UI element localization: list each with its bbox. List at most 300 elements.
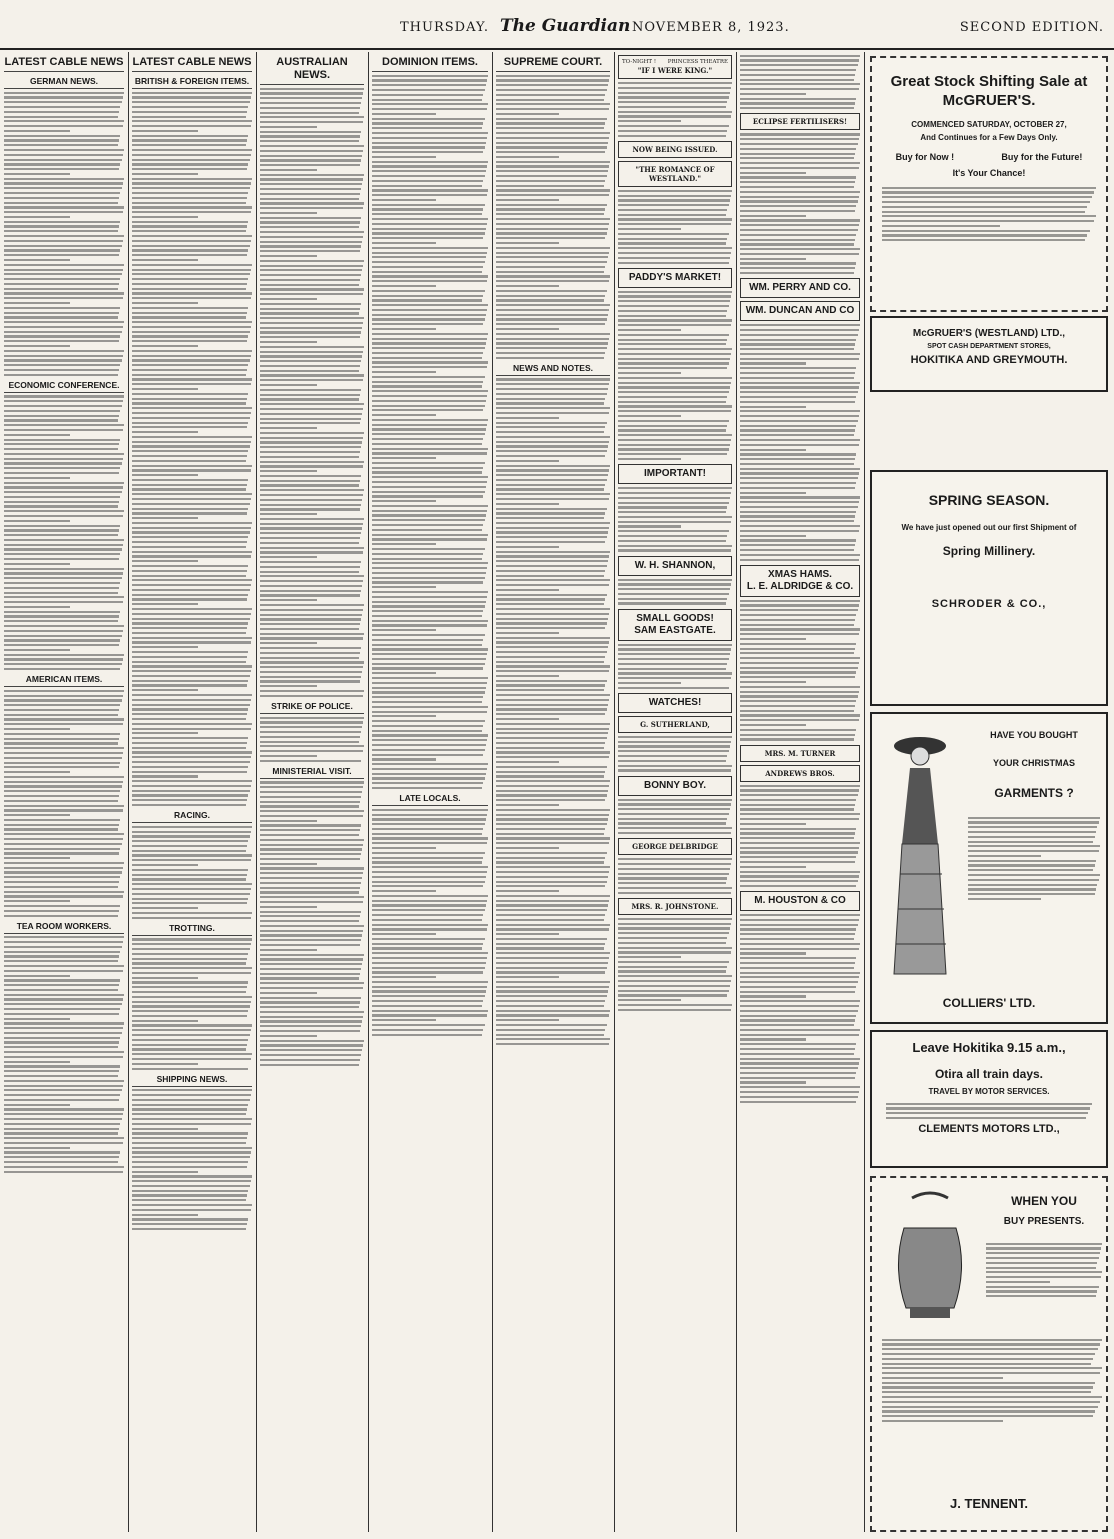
text-line	[372, 156, 436, 158]
text-line	[740, 710, 854, 712]
ad-heading: PADDY'S MARKET!	[628, 271, 722, 283]
column-1	[4, 52, 124, 1532]
text-line	[496, 1038, 610, 1040]
text-line	[260, 1001, 360, 1003]
text-line	[4, 881, 119, 883]
text-line	[740, 638, 806, 640]
text-line	[132, 981, 248, 983]
text-line	[260, 949, 317, 951]
text-line	[740, 808, 854, 810]
text-line	[372, 304, 488, 306]
text-line	[4, 900, 70, 902]
text-line	[968, 879, 1099, 881]
text-line	[132, 522, 252, 524]
text-line	[740, 520, 854, 522]
text-line	[740, 648, 855, 650]
text-line	[882, 206, 1087, 208]
text-line	[618, 765, 732, 767]
text-line	[260, 159, 361, 161]
text-line	[740, 804, 855, 806]
text-line	[132, 531, 250, 533]
text-line	[496, 232, 607, 234]
text-line	[740, 794, 858, 796]
text-line	[882, 230, 1090, 232]
ad-heading: ECLIPSE FERTILISERS!	[752, 117, 848, 127]
text-line	[618, 415, 681, 417]
ad-heading: W. H. SHANNON,	[634, 559, 716, 571]
text-line	[740, 1096, 858, 1098]
text-line	[740, 914, 860, 916]
text-line	[260, 652, 360, 654]
text-line	[4, 96, 123, 98]
text-line	[618, 425, 727, 427]
text-line	[260, 944, 360, 946]
classified-ad	[618, 141, 732, 158]
text-line	[4, 154, 123, 156]
text-line	[740, 324, 860, 326]
ad-line: We have just opened out our first Shipment of	[901, 523, 1077, 532]
text-line	[372, 725, 483, 727]
text-line	[4, 496, 120, 498]
text-line	[260, 637, 363, 639]
text-line	[372, 734, 488, 736]
text-line	[132, 163, 248, 165]
text-line	[496, 651, 607, 653]
text-line	[372, 342, 486, 344]
text-line	[740, 93, 806, 95]
text-line	[132, 883, 252, 885]
text-line	[372, 620, 488, 622]
text-line	[4, 491, 122, 493]
text-line	[882, 1410, 1095, 1412]
text-line	[4, 975, 70, 977]
text-line	[372, 237, 483, 239]
text-line	[618, 1009, 731, 1011]
text-line	[260, 140, 359, 142]
text-line	[618, 741, 731, 743]
section-heading: TEA ROOM WORKERS.	[4, 921, 124, 934]
text-line	[132, 493, 252, 495]
classified-ad	[618, 556, 732, 576]
ad-body-lines	[986, 1243, 1102, 1298]
text-line	[132, 794, 248, 796]
text-line	[740, 995, 806, 997]
text-line	[132, 292, 252, 294]
text-line	[740, 624, 854, 626]
text-line	[496, 565, 607, 567]
text-line	[740, 172, 806, 174]
text-line	[4, 149, 124, 151]
text-line	[260, 901, 363, 903]
text-line	[372, 857, 483, 859]
text-line	[132, 967, 252, 969]
text-line	[260, 801, 360, 803]
text-line	[968, 826, 1097, 828]
text-line	[882, 1396, 1102, 1398]
text-line	[4, 510, 124, 512]
text-line	[968, 860, 1096, 862]
text-line	[4, 1089, 122, 1091]
text-line	[496, 546, 559, 548]
ad-line: Buy for the Future!	[1001, 152, 1083, 162]
text-line	[372, 261, 485, 263]
text-line	[132, 498, 251, 500]
ad-heading: IMPORTANT!	[643, 468, 707, 480]
text-line	[372, 519, 485, 521]
text-line	[740, 362, 806, 364]
text-line	[496, 594, 607, 596]
text-line	[496, 833, 604, 835]
ad-heading: WM. DUNCAN AND CO	[745, 305, 855, 317]
text-line	[496, 804, 559, 806]
text-line	[132, 479, 248, 481]
text-line	[618, 420, 729, 422]
text-line	[618, 310, 727, 312]
text-line	[496, 909, 607, 911]
text-line	[4, 364, 120, 366]
text-line	[740, 943, 860, 945]
text-line	[740, 619, 855, 621]
text-line	[4, 941, 123, 943]
text-line	[618, 233, 729, 235]
text-line	[740, 205, 856, 207]
text-line	[4, 405, 122, 407]
text-line	[132, 1204, 252, 1206]
text-line	[260, 508, 360, 510]
text-line	[4, 998, 123, 1000]
text-line	[260, 877, 362, 879]
text-line	[496, 318, 607, 320]
text-line	[618, 750, 729, 752]
text-line	[496, 170, 608, 172]
text-line	[372, 558, 482, 560]
text-line	[740, 1019, 855, 1021]
text-line	[496, 1014, 609, 1016]
text-line	[740, 219, 860, 221]
text-line	[372, 357, 482, 359]
text-line	[740, 482, 856, 484]
text-line	[372, 938, 485, 940]
text-line	[260, 341, 317, 343]
ad-body	[986, 1240, 1102, 1301]
text-line	[372, 1024, 485, 1026]
text-line	[260, 355, 362, 357]
text-line	[496, 146, 607, 148]
text-line	[260, 745, 364, 747]
text-line	[372, 777, 485, 779]
text-line	[260, 896, 364, 898]
text-line	[618, 295, 731, 297]
text-line	[372, 749, 485, 751]
text-line	[496, 127, 604, 129]
text-line	[372, 900, 487, 902]
text-line	[740, 1077, 855, 1079]
text-line	[496, 333, 610, 335]
text-line	[740, 700, 856, 702]
text-line	[882, 1415, 1093, 1417]
text-line	[740, 799, 856, 801]
text-line	[4, 544, 123, 546]
text-line	[4, 202, 118, 204]
text-line	[496, 357, 604, 359]
text-line	[132, 618, 250, 620]
text-line	[372, 79, 487, 81]
text-line	[132, 331, 250, 333]
text-line	[740, 861, 855, 863]
text-line	[4, 1046, 118, 1048]
text-line	[372, 538, 487, 540]
text-line	[618, 96, 729, 98]
text-line	[372, 957, 487, 959]
text-line	[132, 206, 252, 208]
text-line	[882, 234, 1087, 236]
text-line	[132, 259, 198, 261]
text-line	[4, 182, 123, 184]
text-line	[132, 766, 248, 768]
text-line	[4, 596, 124, 598]
text-line	[132, 273, 250, 275]
text-line	[496, 661, 604, 663]
text-line	[882, 1386, 1093, 1388]
text-line	[372, 601, 486, 603]
text-line	[618, 827, 732, 829]
text-line	[132, 775, 198, 777]
text-line	[618, 818, 727, 820]
text-line	[372, 924, 488, 926]
text-line	[260, 680, 360, 682]
text-line	[372, 424, 487, 426]
text-line	[4, 458, 123, 460]
text-line	[132, 436, 252, 438]
text-line	[740, 1000, 860, 1002]
text-line	[372, 232, 485, 234]
text-line	[496, 108, 609, 110]
text-line	[618, 209, 727, 211]
text-line	[4, 302, 70, 304]
text-line	[260, 308, 360, 310]
text-line	[260, 920, 359, 922]
text-line	[496, 531, 608, 533]
text-line	[132, 92, 252, 94]
ad-body	[618, 918, 732, 1011]
text-line	[740, 549, 854, 551]
text-line	[740, 107, 854, 109]
text-line	[260, 370, 359, 372]
text-line	[372, 414, 436, 416]
text-line	[4, 520, 70, 522]
text-line	[4, 1171, 123, 1173]
text-line	[740, 148, 856, 150]
text-line	[132, 869, 248, 871]
ad-body	[872, 178, 1106, 241]
text-line	[4, 979, 120, 981]
section-heading: NEWS AND NOTES.	[496, 363, 610, 376]
text-line	[4, 1041, 119, 1043]
text-line	[740, 1101, 856, 1103]
text-line	[260, 741, 359, 743]
text-line	[372, 904, 486, 906]
text-line	[372, 847, 436, 849]
text-line	[4, 790, 120, 792]
text-line	[740, 614, 856, 616]
text-line	[4, 910, 119, 912]
text-line	[618, 214, 726, 216]
text-line	[740, 69, 856, 71]
text-line	[372, 103, 488, 105]
text-line	[4, 984, 119, 986]
text-line	[4, 1008, 120, 1010]
text-line	[4, 192, 120, 194]
text-line	[4, 326, 123, 328]
ad-body	[618, 190, 732, 264]
text-line	[4, 704, 120, 706]
text-line	[740, 406, 806, 408]
text-line	[372, 390, 488, 392]
text-line	[260, 633, 364, 635]
text-line	[618, 252, 731, 254]
text-line	[4, 462, 122, 464]
text-line	[132, 269, 251, 271]
text-line	[618, 663, 727, 665]
text-line	[740, 98, 856, 100]
section-heading: SHIPPING NEWS.	[132, 1074, 252, 1087]
text-line	[496, 890, 559, 892]
text-line	[882, 1391, 1091, 1393]
text-line	[372, 634, 485, 636]
text-line	[496, 990, 608, 992]
text-line	[496, 436, 610, 438]
text-line	[618, 228, 681, 230]
text-line	[740, 539, 856, 541]
schroder-ad	[870, 470, 1108, 706]
text-line	[132, 917, 251, 919]
text-line	[132, 254, 247, 256]
text-line	[132, 512, 247, 514]
text-line	[372, 132, 488, 134]
text-line	[132, 378, 252, 380]
column-title: LATEST CABLE NEWS	[4, 56, 124, 72]
text-line	[496, 122, 605, 124]
text-line	[496, 1019, 559, 1021]
text-line	[4, 288, 118, 290]
text-line	[260, 810, 364, 812]
text-line	[4, 439, 120, 441]
text-line	[132, 321, 252, 323]
text-line	[260, 791, 362, 793]
woman-figure-illustration	[880, 724, 960, 994]
text-line	[496, 165, 609, 167]
text-line	[618, 999, 681, 1001]
text-line	[496, 266, 605, 268]
text-line	[132, 1142, 246, 1144]
text-line	[618, 257, 730, 259]
text-line	[496, 947, 604, 949]
text-line	[132, 579, 252, 581]
text-line	[496, 751, 610, 753]
text-line	[132, 728, 251, 730]
text-line	[372, 194, 487, 196]
text-line	[740, 262, 856, 264]
text-line	[4, 876, 120, 878]
text-line	[496, 493, 610, 495]
text-line	[496, 431, 604, 433]
text-line	[740, 871, 860, 873]
text-line	[4, 848, 120, 850]
text-line	[496, 876, 608, 878]
ad-body	[740, 133, 860, 274]
text-line	[372, 981, 488, 983]
ad-line: GARMENTS ?	[994, 786, 1074, 800]
text-line	[740, 847, 859, 849]
text-line	[618, 458, 681, 460]
text-line	[618, 956, 681, 958]
text-line	[618, 429, 726, 431]
text-line	[260, 571, 359, 573]
text-line	[618, 410, 731, 412]
text-line	[4, 723, 123, 725]
text-line	[618, 937, 727, 939]
text-line	[4, 529, 119, 531]
text-line	[260, 882, 361, 884]
text-line	[496, 799, 605, 801]
text-line	[882, 220, 1094, 222]
text-line	[496, 637, 610, 639]
text-line	[496, 986, 609, 988]
text-line	[132, 1044, 247, 1046]
text-line	[496, 761, 559, 763]
ad-heading: ANDREWS BROS.	[765, 768, 835, 778]
text-line	[260, 623, 360, 625]
text-line	[372, 814, 487, 816]
text-line	[740, 686, 860, 688]
text-line	[496, 938, 607, 940]
text-line	[496, 771, 605, 773]
text-line	[132, 1137, 247, 1139]
text-line	[496, 871, 609, 873]
text-line	[496, 393, 607, 395]
text-line	[372, 99, 482, 101]
text-line	[132, 1108, 247, 1110]
text-line	[496, 981, 610, 983]
text-line	[496, 309, 609, 311]
text-line	[132, 350, 252, 352]
text-line	[4, 448, 118, 450]
text-line	[496, 579, 610, 581]
text-line	[132, 517, 198, 519]
text-line	[4, 1027, 123, 1029]
text-line	[740, 200, 858, 202]
text-line	[740, 372, 855, 374]
ad-body	[740, 785, 860, 888]
text-line	[372, 842, 487, 844]
text-line	[372, 928, 487, 930]
text-line	[372, 828, 483, 830]
text-line	[4, 828, 118, 830]
text-line	[132, 402, 246, 404]
text-line	[372, 338, 487, 340]
text-line	[372, 586, 436, 588]
text-line	[618, 324, 731, 326]
text-line	[740, 234, 856, 236]
text-line	[4, 1099, 119, 1101]
text-line	[372, 524, 483, 526]
text-line	[4, 1132, 118, 1134]
text-line	[132, 235, 252, 237]
text-line	[740, 530, 859, 532]
text-line	[372, 376, 485, 378]
text-line	[372, 314, 486, 316]
text-line	[882, 1339, 1102, 1341]
